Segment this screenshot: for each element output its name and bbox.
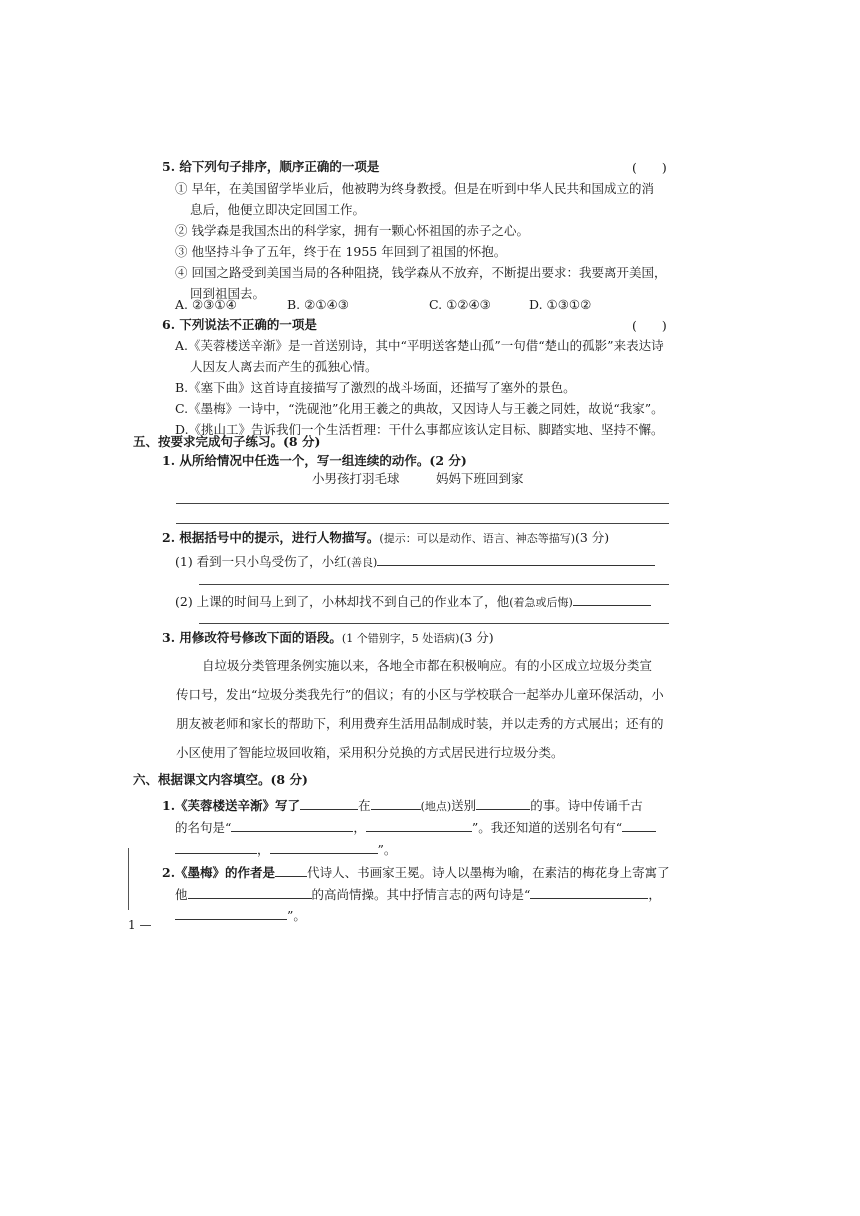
s6-q1-blank-famous-2[interactable] (366, 817, 472, 832)
q5-item-3: ③ 他坚持斗争了五年，终于在 1955 年回到了祖国的怀抱。 (175, 244, 507, 259)
s6-q1-text-9: ， (257, 842, 270, 857)
s6-q2-blank-verse-1[interactable] (530, 884, 648, 899)
s6-q2-text-6: ”。 (287, 908, 306, 923)
s5-q2-text: 2. 根据括号中的提示，进行人物描写。 (162, 530, 380, 545)
q5-item-1-cont: 息后，他便立即决定回国工作。 (190, 202, 366, 217)
s6-q1-text-5: 的事。诗中传诵千古 (530, 798, 643, 813)
s5-q3-hint: (1 个错别字，5 处语病) (341, 632, 460, 645)
s6-q1-line-3 (175, 839, 396, 859)
q6-answer-paren: ( ) (632, 318, 667, 333)
s6-q2-blank-dynasty[interactable] (275, 862, 307, 877)
s5-q2-1-answer-line[interactable] (199, 584, 669, 585)
q5-choices (175, 296, 591, 314)
s6-q1-text-7: ， (353, 820, 366, 835)
q6-option-a-cont: 人因友人离去而产生的孤独心情。 (190, 359, 378, 374)
s5-q2-1-blank[interactable] (377, 551, 655, 566)
q5-item-1: ① 早年，在美国留学毕业后，他被聘为终身教授。但是在听到中华人民共和国成立的消 (175, 181, 654, 196)
s6-q1-text-1: 1.《芙蓉楼送辛渐》写了 (162, 798, 301, 813)
s5-passage-line-2: 传口号，发出“垃圾分类我先行”的倡议；有的小区与学校联合一起举办儿童环保活动，小 (176, 687, 664, 702)
q6-stem: 6. 下列说法不正确的一项是 (162, 317, 317, 332)
s6-q1-line-2 (175, 817, 656, 837)
s5-q2-2-text: (2) 上课的时间马上到了，小林却找不到自己的作业本了，他 (175, 594, 510, 609)
s6-q2-blank-sentiment[interactable] (188, 884, 312, 899)
s6-q1-text-6: 的名句是“ (175, 820, 232, 835)
s6-q1-blank-place[interactable] (371, 795, 421, 810)
s5-q1: 1. 从所给情况中任选一个，写一组连续的动作。(2 分) (162, 453, 467, 468)
s6-q2-line-2 (175, 884, 661, 904)
q6-option-c: C.《墨梅》一诗中，“洗砚池”化用王羲之的典故，又因诗人与王羲之同姓，故说“我家”。 (175, 401, 664, 416)
s5-q2-2-blank[interactable] (573, 591, 651, 606)
s5-q1-answer-line-1[interactable] (176, 503, 669, 504)
s6-q1-blank-famous-1[interactable] (231, 817, 353, 832)
s6-q2-line-3 (175, 905, 306, 925)
q5-choice-c: C. ①②④③ (429, 297, 491, 312)
s5-q2-2-answer-line[interactable] (199, 623, 669, 624)
q6-option-b: B.《塞下曲》这首诗直接描写了激烈的战斗场面，还描写了塞外的景色。 (175, 380, 576, 395)
q6-option-a: A.《芙蓉楼送辛渐》是一首送别诗，其中“平明送客楚山孤”一句借“楚山的孤影”来表达诗 (175, 338, 664, 353)
s6-q1-text-10: ”。 (377, 842, 397, 857)
s5-passage-line-3: 朋友被老师和家长的帮助下，利用费弃生活用品制成时装，并以走秀的方式展出；还有的 (176, 716, 664, 731)
section-5-title: 五、按要求完成句子练习。(8 分) (133, 434, 321, 449)
s5-q2-hint: (提示：可以是动作、语言、神态等描写) (379, 532, 575, 545)
q5-choice-d: D. ①③①② (529, 297, 592, 312)
s5-q3-score: (3 分) (459, 630, 494, 645)
s6-q1-text-4: 送别 (451, 798, 477, 813)
s6-q1-line-1 (162, 795, 643, 816)
s5-q1-answer-line-2[interactable] (176, 523, 669, 524)
q5-choice-a: A. ②③①④ (175, 297, 237, 312)
s6-q1-text-3: (地点) (420, 800, 452, 813)
s6-q2-text-2: 代诗人、书画家王冕。诗人以墨梅为喻，在素洁的梅花身上寄寓了 (307, 865, 670, 880)
s6-q2-text-5: ， (648, 887, 661, 902)
q5-answer-paren: ( ) (632, 160, 667, 175)
s5-q2-score: (3 分) (575, 530, 610, 545)
q5-choice-b: B. ②①④③ (287, 297, 349, 312)
q5-item-4-cont: 回到祖国去。 (190, 286, 266, 301)
s6-q2-text-3: 他 (175, 887, 188, 902)
q5-item-2: ② 钱学森是我国杰出的科学家，拥有一颗心怀祖国的赤子之心。 (175, 223, 529, 238)
q6-option-d: D.《挑山工》告诉我们一个生活哲理：干什么事都应该认定目标、脚踏实地、坚持不懈。 (175, 422, 664, 437)
q5-stem: 5. 给下列句子排序，顺序正确的一项是 (162, 159, 380, 174)
s5-q2-2 (175, 591, 651, 612)
s5-q3 (162, 629, 494, 648)
s6-q2-text-4: 的高尚情操。其中抒情言志的两句诗是“ (311, 887, 531, 902)
s5-q2 (162, 529, 609, 548)
s6-q1-text-2: 在 (358, 798, 371, 813)
s5-q2-1-text: (1) 看到一只小鸟受伤了，小红 (175, 554, 347, 569)
s6-q1-blank-whom[interactable] (476, 795, 530, 810)
section-6-title: 六、根据课文内容填空。(8 分) (133, 772, 308, 787)
s5-q2-2-hint: (着急或后悔) (509, 596, 573, 609)
s6-q1-blank-other-1b[interactable] (175, 839, 257, 854)
s5-passage-line-1: 自垃圾分类管理条例实施以来，各地全市都在积极响应。有的小区成立垃圾分类宣 (202, 658, 653, 673)
page-number: 1 — (128, 918, 152, 932)
margin-bar (128, 848, 129, 910)
s5-q2-1-hint: (善良) (346, 556, 378, 569)
s6-q1-blank-other-1a[interactable] (622, 817, 656, 832)
s6-q2-line-1 (162, 862, 670, 882)
s5-passage-line-4: 小区使用了智能垃圾回收箱，采用积分兑换的方式居民进行垃圾分类。 (176, 745, 564, 760)
s6-q1-text-8: ”。我还知道的送别名句有“ (471, 820, 623, 835)
s5-q1-option-a: 小男孩打羽毛球 (312, 471, 400, 486)
s6-q1-blank-person[interactable] (300, 795, 358, 810)
s6-q2-blank-verse-2[interactable] (175, 905, 287, 920)
s5-q1-option-b: 妈妈下班回到家 (436, 471, 524, 486)
q5-item-4: ④ 回国之路受到美国当局的各种阻挠，钱学森从不放弃，不断提出要求：我要离开美国， (175, 265, 667, 280)
s6-q1-blank-other-2[interactable] (270, 839, 378, 854)
s5-q2-1 (175, 551, 655, 572)
s6-q2-text-1: 2.《墨梅》的作者是 (162, 865, 276, 880)
s5-q3-text: 3. 用修改符号修改下面的语段。 (162, 630, 342, 645)
